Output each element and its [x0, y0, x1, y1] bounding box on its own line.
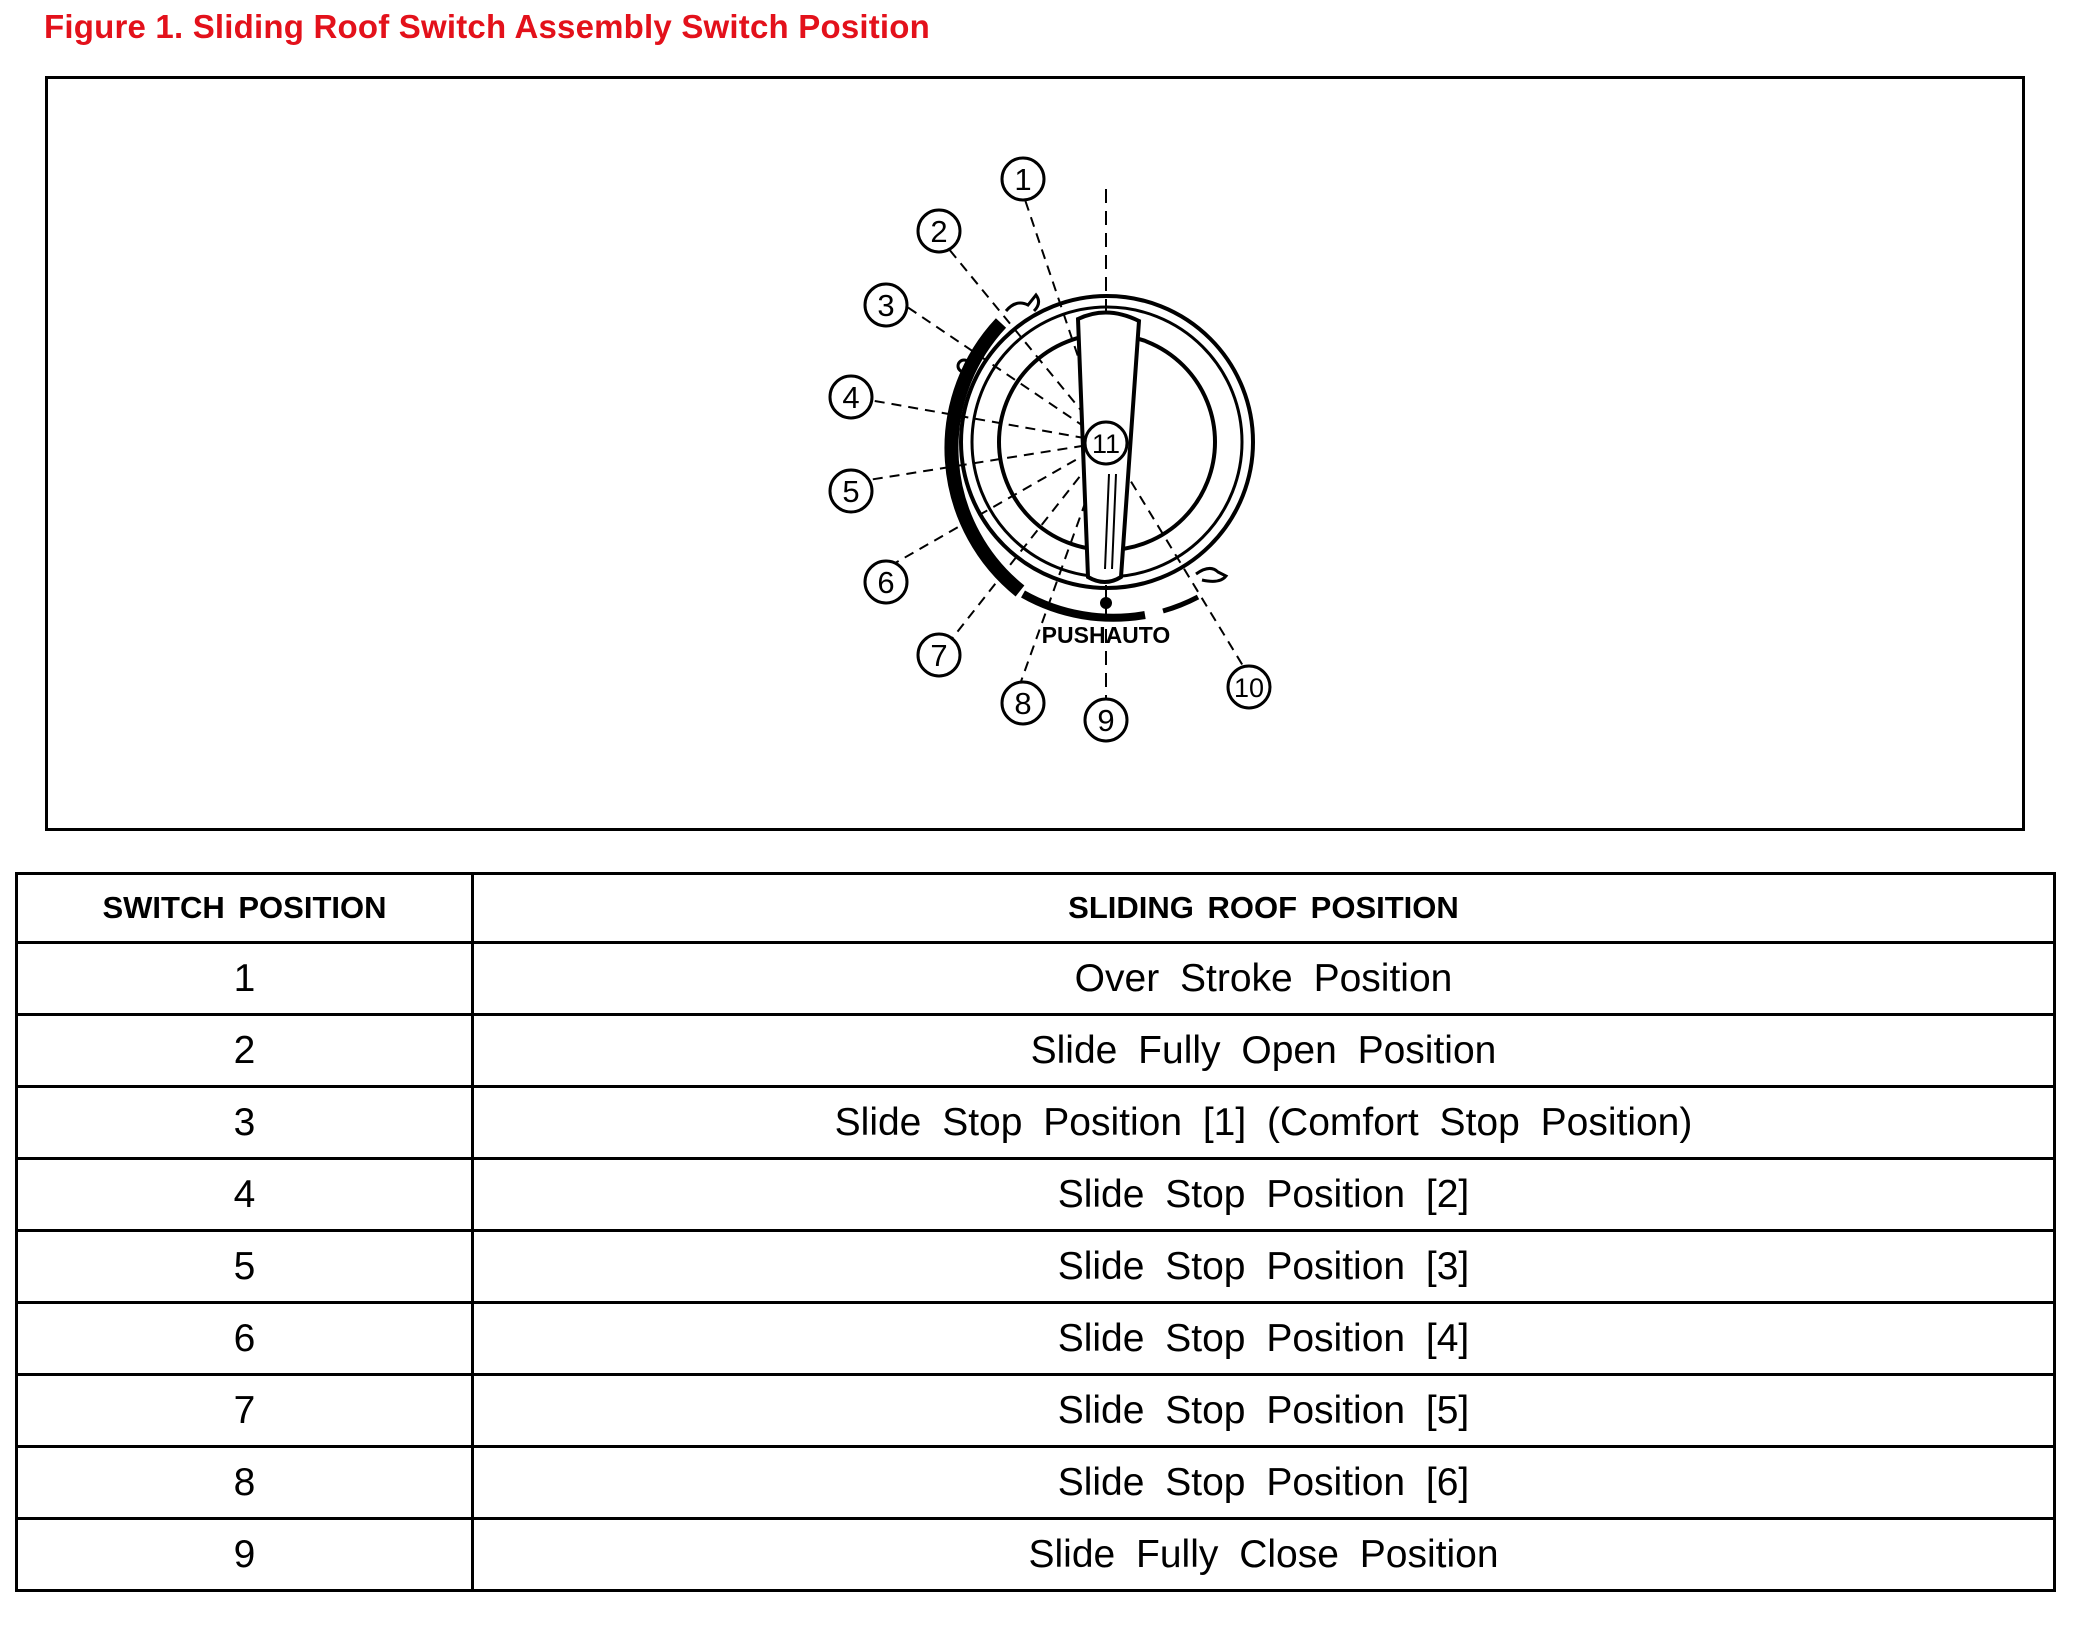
switch-cell: 2	[17, 1015, 473, 1087]
callout-7	[918, 634, 960, 676]
callout-markers	[830, 158, 1270, 741]
roof-cell: Slide Stop Position [4]	[473, 1303, 2055, 1375]
callout-5	[830, 470, 872, 512]
switch-position-table	[15, 872, 2056, 1592]
svg-text:10: 10	[1233, 673, 1265, 703]
table-header-row	[17, 874, 2055, 943]
table-row	[17, 1519, 2055, 1591]
switch-cell: 9	[17, 1519, 473, 1591]
tilt-up-icon	[1006, 295, 1039, 311]
roof-cell: Slide Stop Position [5]	[473, 1375, 2055, 1447]
svg-text:9: 9	[1097, 703, 1115, 738]
svg-text:11: 11	[1091, 429, 1121, 459]
slide-close-icon	[1196, 568, 1226, 581]
table-row	[17, 1159, 2055, 1231]
table-row	[17, 1375, 2055, 1447]
switch-cell: 6	[17, 1303, 473, 1375]
push-auto-dot-icon	[1100, 597, 1112, 609]
svg-text:3: 3	[877, 288, 895, 323]
roof-cell: Slide Fully Open Position	[473, 1015, 2055, 1087]
figure-title: Figure 1. Sliding Roof Switch Assembly Switch Position	[44, 8, 931, 45]
switch-cell: 8	[17, 1447, 473, 1519]
callout-9	[1085, 699, 1127, 741]
sliding-roof-switch-diagram	[48, 79, 2022, 828]
callout-4	[830, 376, 872, 418]
table-row	[17, 1015, 2055, 1087]
callout-3	[865, 284, 907, 326]
push-auto-label: PUSHAUTO	[1041, 622, 1171, 648]
callout-8	[1002, 682, 1044, 724]
roof-cell: Slide Stop Position [1] (Comfort Stop Position)	[473, 1087, 2055, 1159]
switch-cell: 7	[17, 1375, 473, 1447]
header-sliding-roof-position: SLIDING ROOF POSITION	[473, 874, 2055, 943]
svg-text:5: 5	[842, 474, 860, 509]
callout-11	[1085, 422, 1127, 464]
switch-cell: 3	[17, 1087, 473, 1159]
roof-cell: Slide Stop Position [3]	[473, 1231, 2055, 1303]
table-row	[17, 1087, 2055, 1159]
roof-cell: Slide Stop Position [2]	[473, 1159, 2055, 1231]
header-switch-position: SWITCH POSITION	[17, 874, 473, 943]
roof-cell: Slide Fully Close Position	[473, 1519, 2055, 1591]
table-row	[17, 1303, 2055, 1375]
svg-text:1: 1	[1014, 162, 1032, 197]
table-row	[17, 1447, 2055, 1519]
position-arc-bottom	[1023, 594, 1145, 618]
table-row	[17, 943, 2055, 1015]
svg-text:7: 7	[930, 638, 948, 673]
callout-1	[1002, 158, 1044, 200]
svg-text:2: 2	[930, 214, 948, 249]
switch-cell: 5	[17, 1231, 473, 1303]
svg-text:6: 6	[877, 565, 895, 600]
roof-cell: Over Stroke Position	[473, 943, 2055, 1015]
callout-10	[1228, 666, 1270, 708]
position-arc-right	[1163, 597, 1198, 611]
switch-cell: 4	[17, 1159, 473, 1231]
roof-cell: Slide Stop Position [6]	[473, 1447, 2055, 1519]
callout-2	[918, 210, 960, 252]
figure-diagram-frame	[45, 76, 2025, 831]
svg-text:4: 4	[842, 380, 860, 415]
svg-text:8: 8	[1014, 686, 1032, 721]
switch-cell: 1	[17, 943, 473, 1015]
table-row	[17, 1231, 2055, 1303]
callout-6	[865, 561, 907, 603]
